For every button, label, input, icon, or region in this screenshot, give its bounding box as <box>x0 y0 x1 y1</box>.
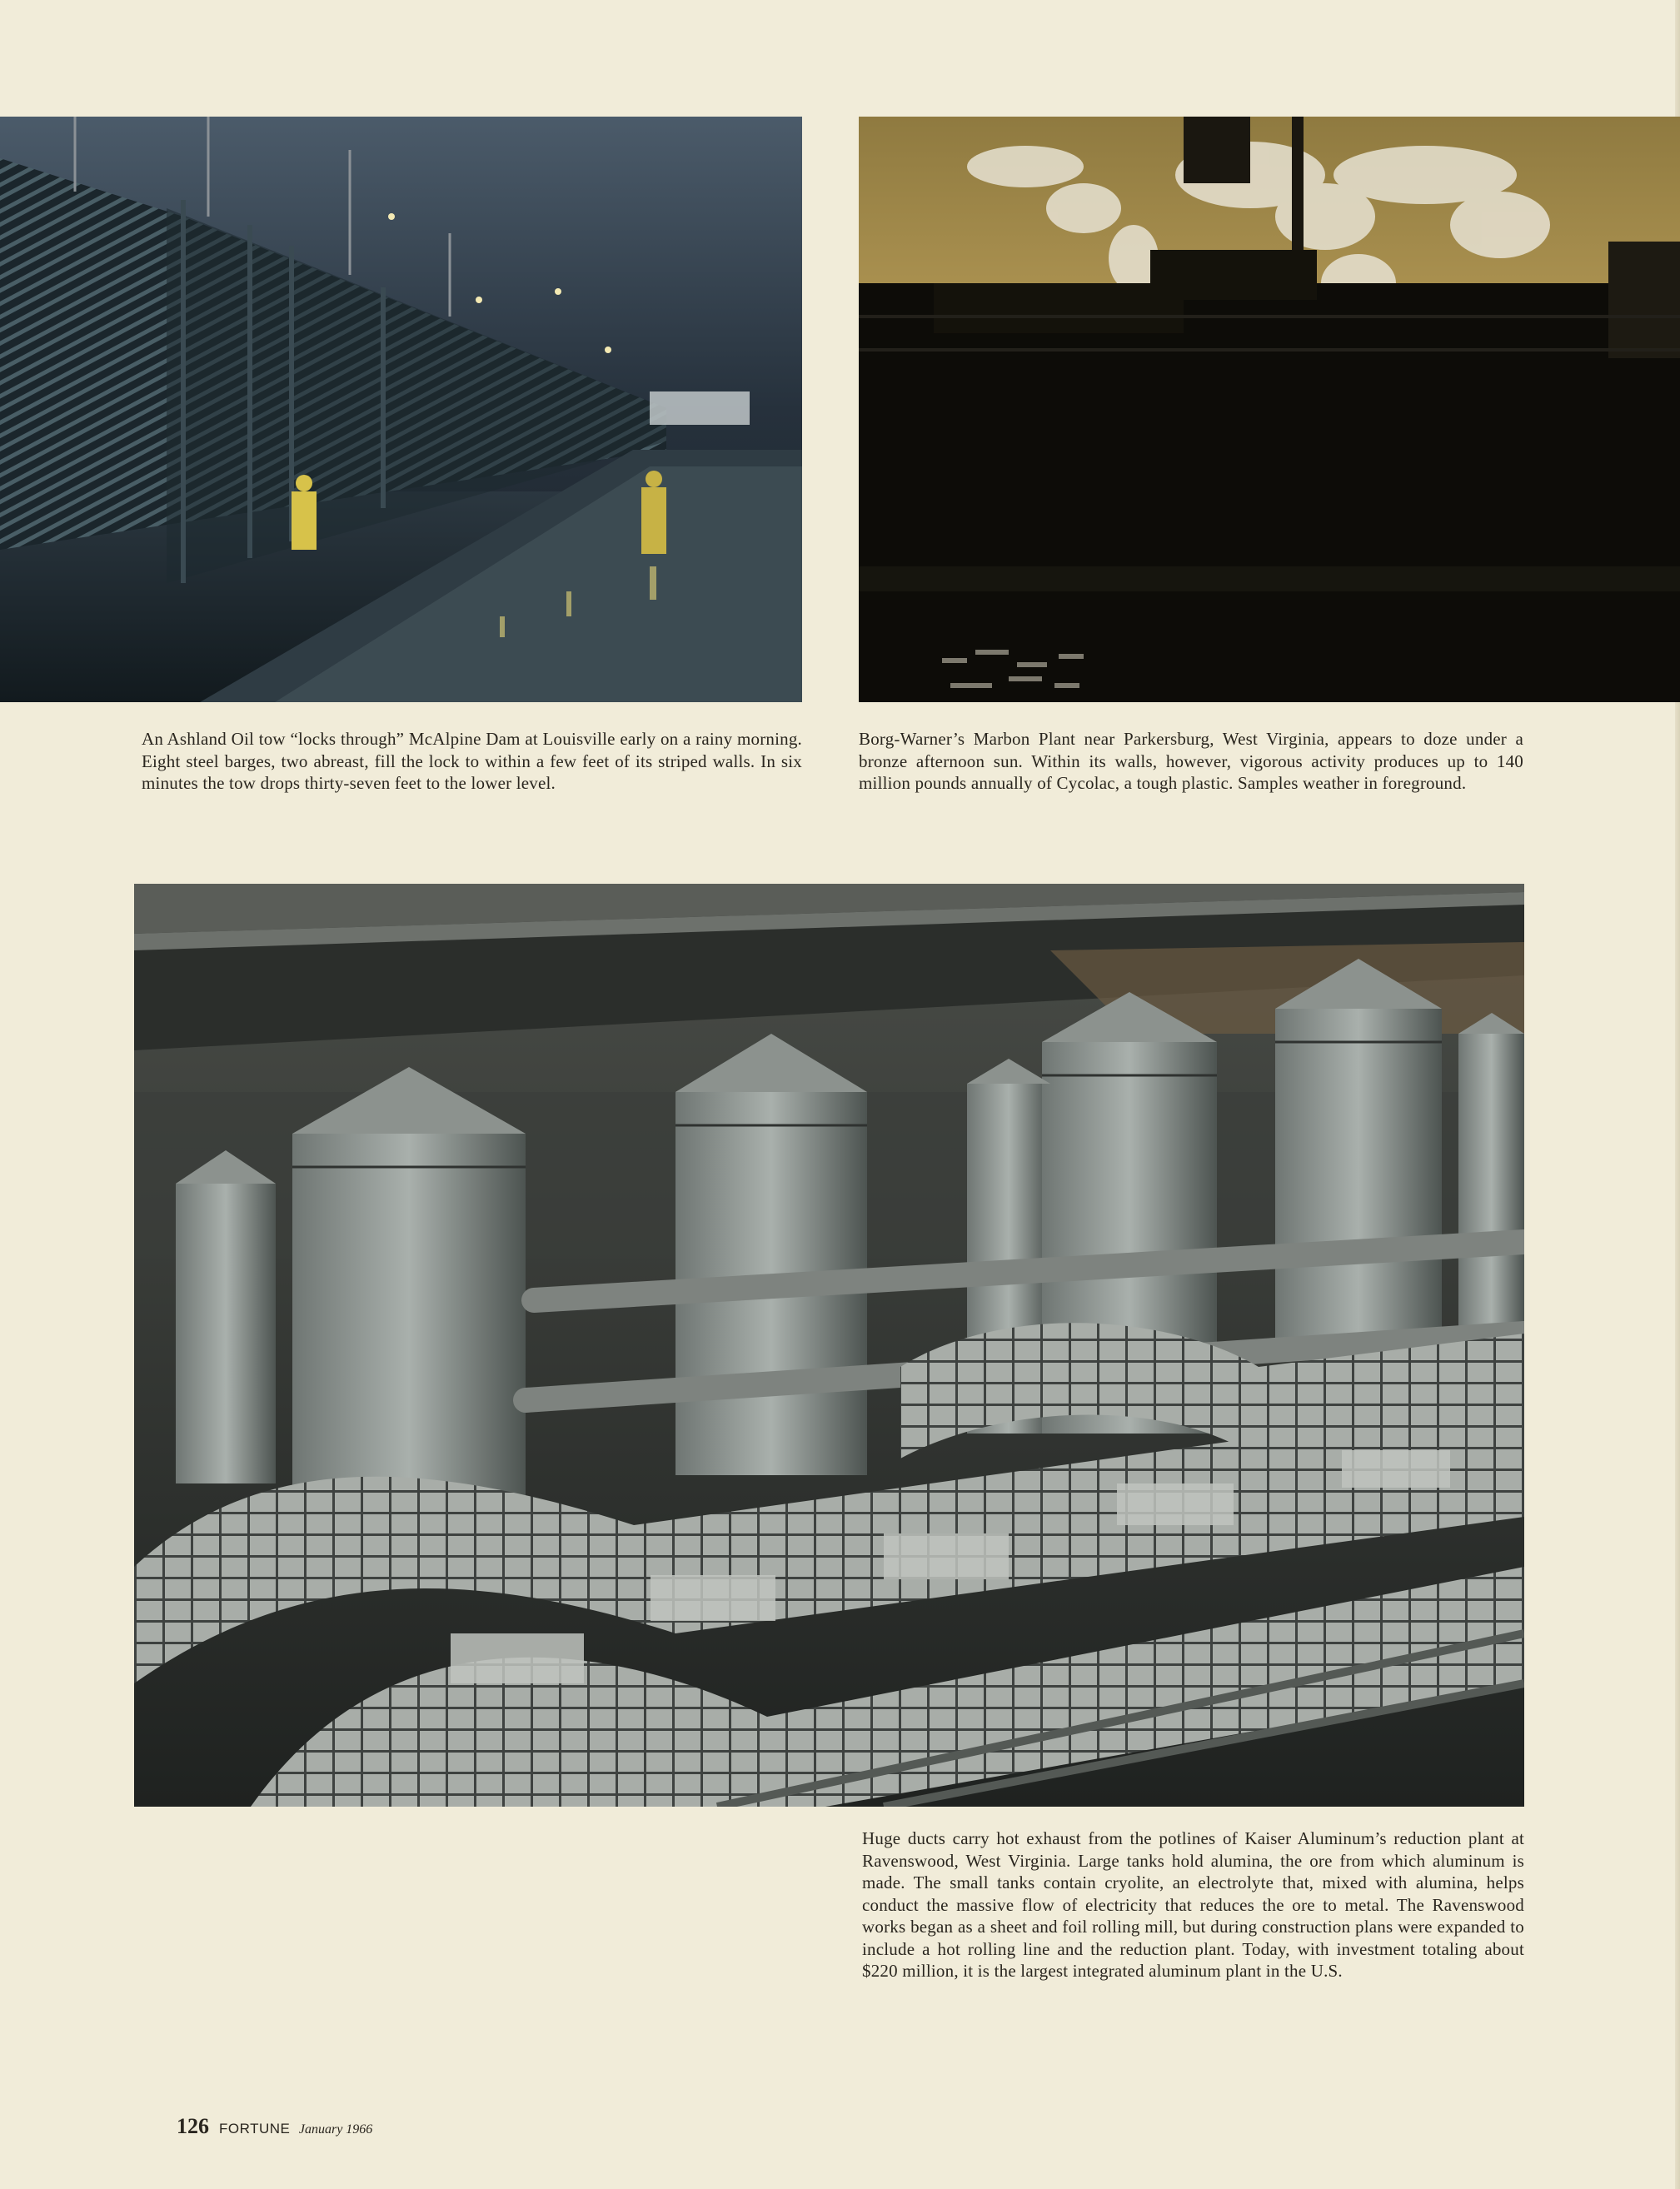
magazine-name: FORTUNE <box>219 2121 291 2137</box>
page-number: 126 <box>177 2114 209 2138</box>
page-footer <box>177 2114 372 2139</box>
marbon-plant-caption: Borg-Warner’s Marbon Plant near Parkersburg, West Virginia, appears to doze under a bronze afternoon sun. Within its walls, however, vigorous activity produces up to 140 million pounds annually of Cycolac, a tough plastic. Samples weather in foreground. <box>859 729 1523 793</box>
kaiser-aluminum-caption: Huge ducts carry hot exhaust from the potlines of Kaiser Aluminum’s reduction plant at Ravenswood, West Virginia. Large tanks hold alumina, the ore from which aluminum is made. The small tanks contain cryolite, an electrolyte that, mixed with alumina, helps conduct the massive flow of electricity that reduces the ore to metal. The Ravenswood works began as a sheet and foil rolling mill, but during construction plans were expanded to include a hot rolling line and the reduction plant. Today, with investment totaling about $220 million, it is the largest integrated aluminum plant in the U.S. <box>862 1828 1524 1981</box>
kaiser-aluminum-photo <box>134 884 1524 1807</box>
lock-photo <box>0 117 802 702</box>
issue-date: January 1966 <box>298 2122 373 2137</box>
marbon-plant-photo <box>859 117 1680 702</box>
lock-photo-caption: An Ashland Oil tow “locks through” McAlpine Dam at Louisville early on a rainy morning. Eight steel barges, two abreast, fill the lock to within a few feet of its striped walls. In six minutes the tow drops thirty-seven feet to the lower level. <box>142 729 802 793</box>
